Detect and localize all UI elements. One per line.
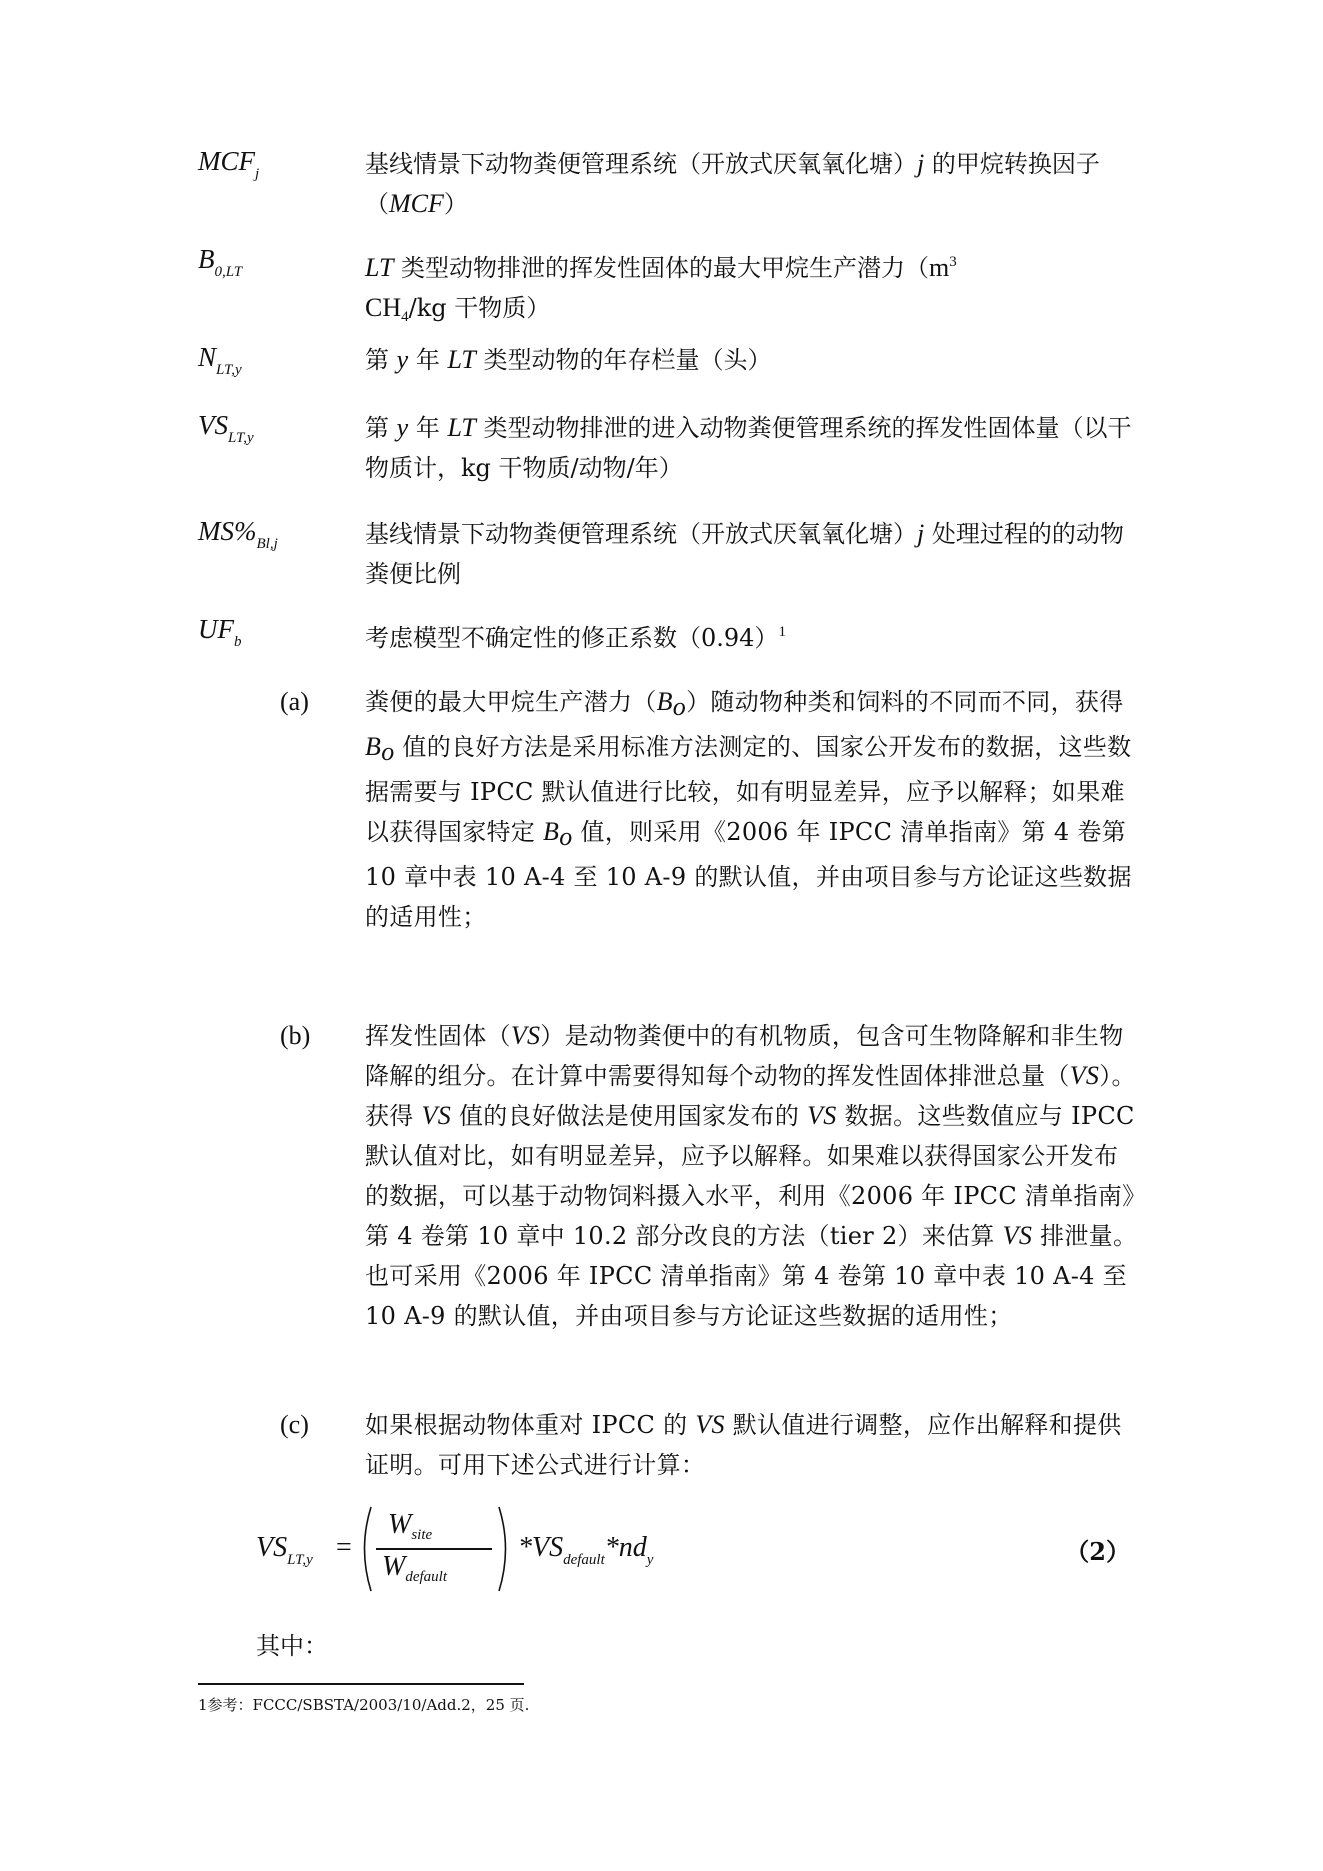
- equation-lhs: $VS_{LT,y}$: [256, 1532, 313, 1568]
- definition-mcf: [198, 144, 1138, 224]
- fraction-bar: [376, 1548, 492, 1550]
- right-paren-icon: [496, 1505, 514, 1593]
- symbol-vs: $VS_{LT,y}$: [198, 410, 254, 446]
- definition-text: 第 y 年 LT 类型动物排泄的进入动物粪便管理系统的挥发性固体量（以干物质计，kg 干物质/动物/年）: [365, 413, 1132, 482]
- list-item-b: [280, 1016, 1140, 1336]
- fraction: [376, 1505, 494, 1593]
- fraction-numerator: $W_{site}$: [388, 1509, 433, 1543]
- item-text: 粪便的最大甲烷生产潜力（Bo）随动物种类和饲料的不同而不同，获得 Bo 值的良好方法是采用标准方法测定的、国家公开发布的数据，这些数据需要与 IPCC 默认值进行比较，如有明显差异，应予以解释；如果难以获得国家特定 Bo 值，则采用《2006 年 IPCC 清单指南》第 4 卷第 10 章中表 10 A-4 至 10 A-9 的默认值，并由项目参与方论证这些数据的适用性；: [365, 687, 1132, 931]
- equation-rhs: $*VS_{default}*nd_y$: [518, 1532, 654, 1568]
- equals-sign: =: [336, 1532, 352, 1563]
- list-item-a: [280, 682, 1140, 937]
- definition-text: LT 类型动物排泄的挥发性固体的最大甲烷生产潜力（$m^3$ $CH_4/kg$ 干物质）: [365, 253, 957, 325]
- symbol-mcf: $MCF_j$: [198, 146, 260, 182]
- item-marker: (a): [280, 687, 309, 716]
- definition-ms: [198, 514, 1138, 594]
- definition-text: 第 y 年 LT 类型动物的年存栏量（头）: [365, 345, 772, 374]
- equation-number: （2）: [1065, 1537, 1130, 1566]
- item-marker: (c): [280, 1410, 309, 1439]
- definition-uf: [198, 612, 1138, 658]
- symbol-ms: $MS\%_{Bl,j}$: [198, 516, 278, 552]
- item-text: 如果根据动物体重对 IPCC 的 VS 默认值进行调整，应作出解释和提供证明。可用下述公式进行计算：: [365, 1410, 1122, 1479]
- definition-text: 考虑模型不确定性的修正系数$(0.94)^1$: [365, 624, 786, 652]
- definition-text: 基线情景下动物粪便管理系统（开放式厌氧氧化塘）j 的甲烷转换因子（MCF）: [365, 149, 1100, 218]
- symbol-b0: $B_{0,LT}$: [198, 244, 243, 280]
- fraction-denominator: $W_{default}$: [382, 1551, 447, 1585]
- where-heading: 其中：: [256, 1632, 328, 1660]
- left-paren-icon: [356, 1505, 374, 1593]
- footnote: 1参考：FCCC/SBSTA/2003/10/Add.2，25 页.: [198, 1696, 530, 1714]
- equation-2: [256, 1505, 1136, 1595]
- list-item-c: [280, 1405, 1140, 1485]
- item-text: 挥发性固体（VS）是动物粪便中的有机物质，包含可生物降解和非生物降解的组分。在计算中需要得知每个动物的挥发性固体排泄总量（VS）。获得 VS 值的良好做法是使用国家发布的 VS 数据。这些数值应与 IPCC 默认值对比，如有明显差异，应予以解释。如果难以获得国家公开发布的数据，可以基于动物饲料摄入水平，利用《2006 年 IPCC 清单指南》第 4 卷第 10 章中 10.2 部分改良的方法（tier 2）来估算 VS 排泄量。也可采用《2006 年 IPCC 清单指南》第 4 卷第 10 章中表 10 A-4 至 10 A-9 的默认值，并由项目参与方论证这些数据的适用性；: [365, 1021, 1138, 1330]
- footnote-divider: [198, 1683, 524, 1685]
- footnote-ref: 1: [778, 624, 786, 640]
- definition-text: 基线情景下动物粪便管理系统（开放式厌氧氧化塘）j 处理过程的的动物粪便比例: [365, 519, 1124, 588]
- symbol-uf: $UF_b$: [198, 614, 242, 650]
- definition-vs: [198, 408, 1138, 488]
- definition-b0: [198, 242, 1138, 337]
- symbol-n: $N_{LT,y}$: [198, 342, 242, 378]
- definition-n: [198, 340, 1138, 380]
- item-marker: (b): [280, 1021, 311, 1050]
